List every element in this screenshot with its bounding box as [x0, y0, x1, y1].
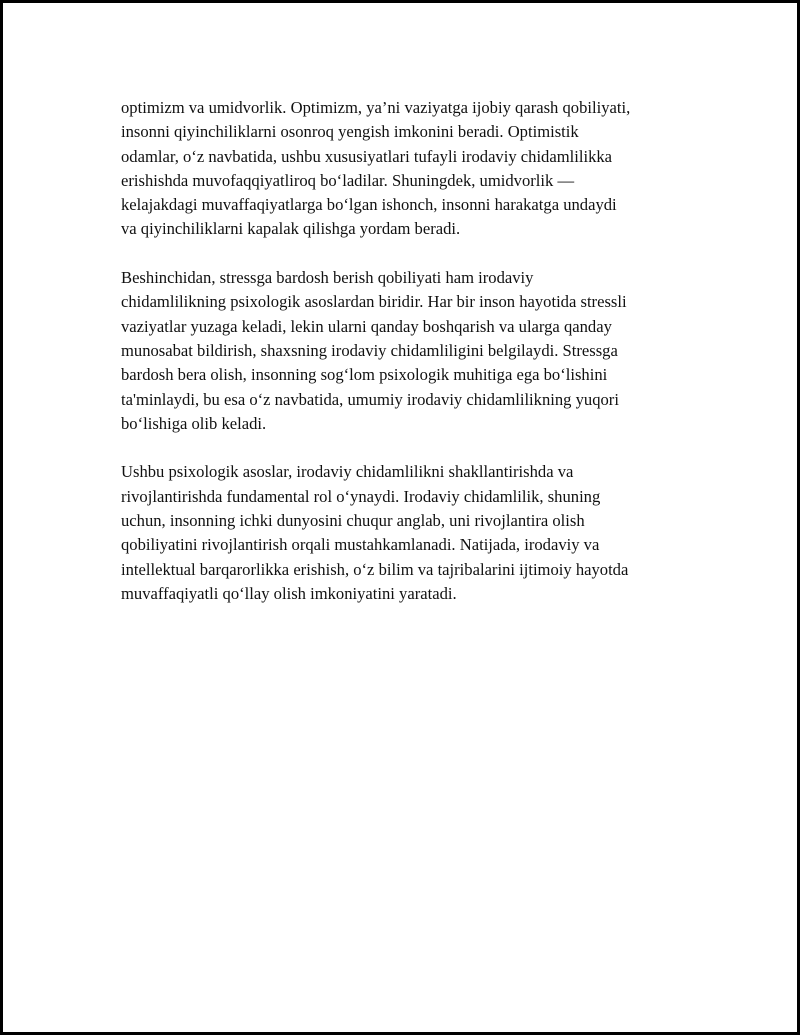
- paragraph-conclusion: [121, 460, 696, 606]
- text-line: qobiliyatini rivojlantirish orqali mustahkamlanadi. Natijada, irodaviy va: [121, 535, 600, 555]
- text-line: insonni qiyinchiliklarni osonroq yengish imkonini beradi. Optimistik: [121, 122, 579, 142]
- text-line: bardosh bera olish, insonning sog‘lom psixologik muhitiga ega bo‘lishini: [121, 365, 608, 385]
- text-line: ta'minlaydi, bu esa o‘z navbatida, umumiy irodaviy chidamlilikning yuqori: [121, 389, 619, 409]
- text-line: Beshinchidan, stressga bardosh berish qobiliyati ham irodaviy: [121, 268, 534, 288]
- text-line: uchun, insonning ichki dunyosini chuqur anglab, uni rivojlantira olish: [121, 511, 585, 531]
- text-line: va qiyinchiliklarni kapalak qilishga yordam beradi.: [121, 219, 461, 239]
- paragraph-stress-resistance: [121, 266, 696, 436]
- text-line: vaziyatlar yuzaga keladi, lekin ularni qanday boshqarish va ularga qanday: [121, 316, 612, 336]
- text-line: munosabat bildirish, shaxsning irodaviy chidamliligini belgilaydi. Stressga: [121, 340, 618, 360]
- text-line: bo‘lishiga olib keladi.: [121, 413, 267, 433]
- text-line: Ushbu psixologik asoslar, irodaviy chidamlilikni shakllantirishda va: [121, 462, 574, 482]
- text-line: erishishda muvofaqqiyatliroq bo‘ladilar. Shuningdek, umidvorlik —: [121, 170, 575, 190]
- paragraph-optimism: [121, 96, 696, 242]
- text-line: rivojlantirishda fundamental rol o‘ynaydi. Irodaviy chidamlilik, shuning: [121, 486, 601, 506]
- text-line: intellektual barqarorlikka erishish, o‘z bilim va tajribalarini ijtimoiy hayotda: [121, 559, 629, 579]
- document-body: [121, 96, 696, 631]
- text-line: odamlar, o‘z navbatida, ushbu xususiyatlari tufayli irodaviy chidamlilikka: [121, 146, 613, 166]
- text-line: optimizm va umidvorlik. Optimizm, ya’ni vaziyatga ijobiy qarash qobiliyati,: [121, 98, 631, 117]
- text-line: muvaffaqiyatli qo‘llay olish imkoniyatini yaratadi.: [121, 583, 457, 603]
- text-line: kelajakdagi muvaffaqiyatlarga bo‘lgan ishonch, insonni harakatga undaydi: [121, 195, 617, 215]
- text-line: chidamlilikning psixologik asoslardan biridir. Har bir inson hayotida stressli: [121, 292, 627, 312]
